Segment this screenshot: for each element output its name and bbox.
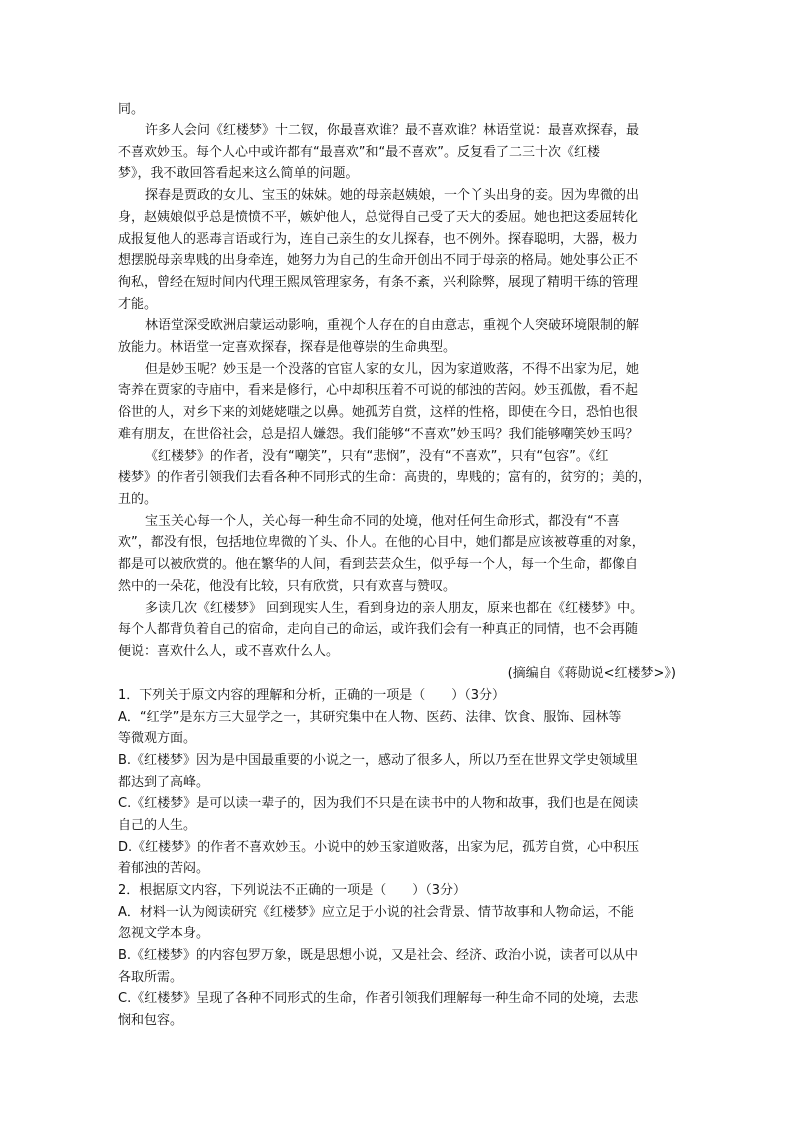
question-line: C.《红楼梦》呈现了各种不同形式的生命，作者引领我们理解每一种生命不同的处境，去悲	[118, 991, 639, 1006]
text-line: 欢”，都没有恨，包括地位卑微的丫头、仆人。在他的心目中，她们都是应该被尊重的对象，	[118, 535, 645, 550]
text-line: 寄养在贾家的寺庙中，看来是修行，心中却积压着不可说的郁浊的苦闷。妙玉孤傲，看不起	[118, 383, 639, 398]
question-line: 自己的人生。	[118, 818, 197, 833]
text-line: 放能力。林语堂一定喜欢探春，探春是他尊崇的生命典型。	[118, 340, 457, 355]
text-line: 想摆脱母亲卑贱的出身牵连，她努力为自己的生命开创出不同于母亲的格局。她处事公正不	[118, 253, 639, 268]
question-line: D.《红楼梦》的作者不喜欢妙玉。小说中的妙玉家道败落，出家为尼，孤芳自赏，心中积压	[118, 840, 640, 855]
question-line: 等微观方面。	[118, 731, 197, 746]
question-line: 忽视文学本身。	[118, 926, 210, 941]
question-line: 2．根据原文内容，下列说法不正确的一项是（ ）（3分）	[118, 883, 467, 898]
question-line: 着郁浊的苦闷。	[118, 861, 210, 876]
text-line: 丑的。	[118, 492, 158, 507]
text-line: 同。	[118, 102, 145, 117]
question-line: C.《红楼梦》是可以读一辈子的，因为我们不只是在读书中的人物和故事，我们也是在阅读	[118, 796, 639, 811]
text-line: 身，赵姨娘似乎总是愤愤不平，嫉妒他人，总觉得自己受了天大的委屈。她也把这委屈转化	[118, 210, 639, 225]
text-line: 但是妙玉呢？妙玉是一个没落的官宦人家的女儿，因为家道败落，不得不出家为尼，她	[145, 362, 640, 377]
text-line: 多读几次《红楼梦》 回到现实人生，看到身边的亲人朋友，原来也都在《红楼梦》中。	[145, 601, 644, 616]
text-line: 梦》，我不敢回答看起来这么简单的问题。	[118, 166, 359, 181]
question-line: A．“红学”是东方三大显学之一，其研究集中在人物、医药、法律、饮食、服饰、园林等	[118, 710, 622, 725]
text-line: 便说：喜欢什么人，或不喜欢什么人。	[118, 644, 340, 659]
text-line: 俗世的人，对乡下来的刘姥姥嗤之以鼻。她孤芳自赏，这样的性格，即使在今日，恐怕也很	[118, 405, 639, 420]
text-line: 探春是贾政的女儿、宝玉的妹妹。她的母亲赵姨娘，一个丫头出身的妾。因为卑微的出	[145, 188, 640, 203]
text-line: 许多人会问《红楼梦》十二钗，你最喜欢谁？最不喜欢谁？林语堂说：最喜欢探春，最	[145, 123, 640, 138]
text-line: 然中的一朵花，他没有比较，只有欣赏，只有欢喜与赞叹。	[118, 579, 457, 594]
question-line: 1．下列关于原文内容的理解和分析，正确的一项是（ ）（3分）	[118, 688, 506, 703]
text-line: 楼梦》的作者引领我们去看各种不同形式的生命：高贵的，卑贱的；富有的，贫穷的；美的，	[118, 470, 652, 485]
question-line: B.《红楼梦》的内容包罗万象，既是思想小说，又是社会、经济、政治小说，读者可以从中	[118, 948, 639, 963]
question-line: 各取所需。	[118, 970, 184, 985]
text-line: 才能。	[118, 297, 158, 312]
text-line: 难有朋友，在世俗社会，总是招人嫌怨。我们能够“不喜欢”妙玉吗？我们能够嘲笑妙玉吗？	[118, 427, 639, 442]
text-line: 林语堂深受欧洲启蒙运动影响，重视个人存在的自由意志，重视个人突破环境限制的解	[145, 318, 640, 333]
question-line: 悯和包容。	[118, 1013, 184, 1028]
text-line: 不喜欢妙玉。每个人心中或许都有“最喜欢”和“最不喜欢”。反复看了二三十次《红楼	[118, 145, 600, 160]
question-line: A．材料一认为阅读研究《红楼梦》应立足于小说的社会背景、情节故事和人物命运，不能	[118, 905, 634, 920]
text-line: 宝玉关心每一个人，关心每一种生命不同的处境，他对任何生命形式，都没有“不喜	[145, 514, 620, 529]
text-line: 成报复他人的恶毒言语或行为，连自己亲生的女儿探春，也不例外。探春聪明，大器，极力	[118, 232, 639, 247]
text-line: 每个人都背负着自己的宿命，走向自己的命运，或许我们会有一种真正的同情，也不会再随	[118, 622, 639, 637]
question-line: B.《红楼梦》因为是中国最重要的小说之一，感动了很多人，所以乃至在世界文学史领域里	[118, 753, 639, 768]
question-line: 都达到了高峰。	[118, 775, 210, 790]
text-line: 都是可以被欣赏的。他在繁华的人间，看到芸芸众生，似乎每一个人，每一个生命，都像自	[118, 557, 639, 572]
source-attribution: (摘编自《蒋勋说<红楼梦>》)	[507, 666, 676, 681]
text-line: 徇私，曾经在短时间内代理王熙凤管理家务，有条不紊，兴利除弊，展现了精明干练的管理	[118, 275, 639, 290]
text-line: 《红楼梦》的作者，没有“嘲笑”，只有“悲悯”，没有“不喜欢”，只有“包容”。《红	[145, 449, 609, 464]
